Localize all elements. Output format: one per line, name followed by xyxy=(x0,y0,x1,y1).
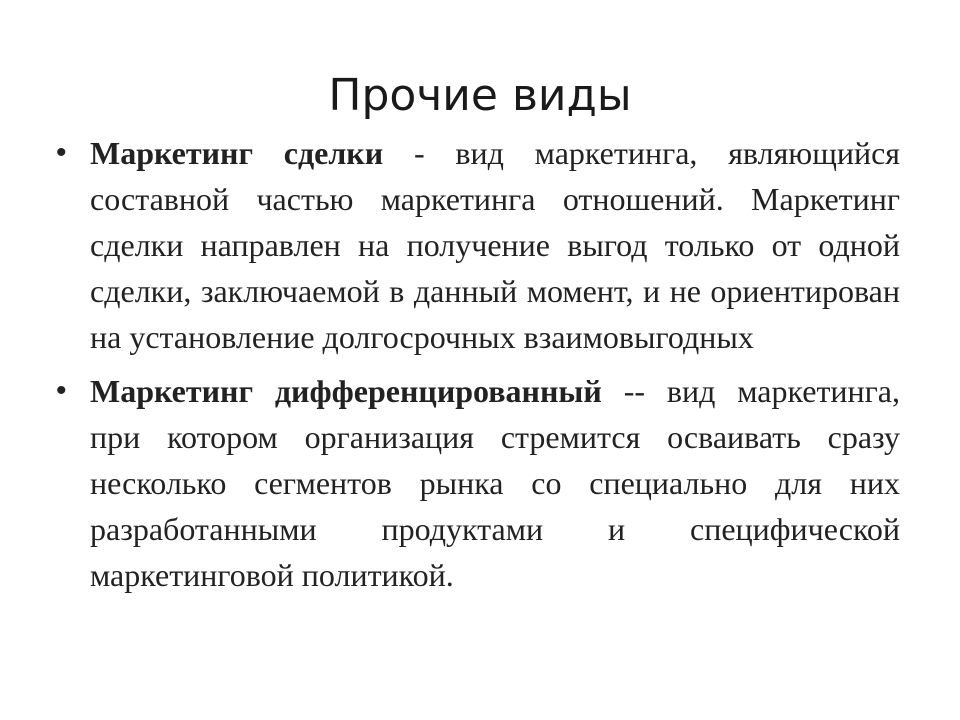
bullet-icon: • xyxy=(56,374,67,407)
list-item xyxy=(48,368,900,598)
slide-title: Прочие виды xyxy=(328,70,632,121)
definition-differentiated-marketing: -- вид маркетинга, при котором организация стремится осваивать сразу несколько сегментов рынка со специально для них разработанными продуктами и специфической маркетинговой политикой. xyxy=(90,373,901,593)
term-differentiated-marketing: Маркетинг дифференцированный xyxy=(90,373,602,409)
bullet-icon: • xyxy=(56,136,67,169)
bullet-list xyxy=(48,130,900,606)
definition-transaction-marketing: - вид маркетинга, являющийся составной частью маркетинга отношений. Маркетинг сделки направлен на получение выгод только от одной сделки, заключаемой в данный момент, и не ориентирован на установление долгосрочных взаимовыгодных xyxy=(90,135,901,355)
term-transaction-marketing: Маркетинг сделки xyxy=(90,135,384,171)
list-item xyxy=(48,130,900,360)
